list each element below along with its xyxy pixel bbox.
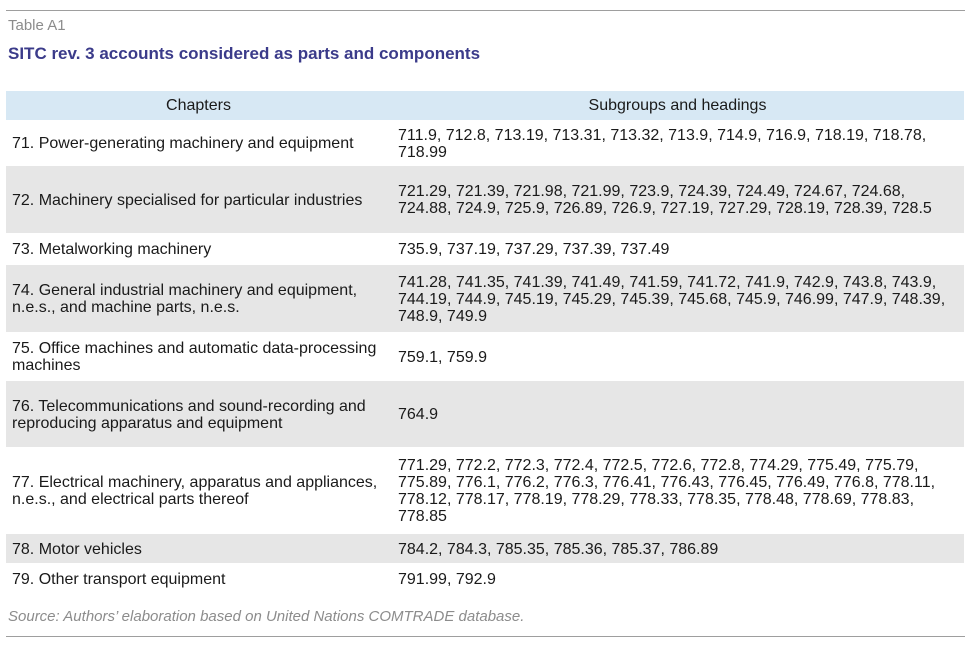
table-row — [6, 121, 964, 166]
codes-cell: 764.9 — [391, 381, 964, 448]
sitc-table — [6, 91, 964, 594]
table-row — [6, 166, 964, 234]
table-row — [6, 448, 964, 534]
chapter-cell: 74. General industrial machinery and equipment, n.e.s., and machine parts, n.e.s. — [6, 265, 391, 333]
chapter-cell: 73. Metalworking machinery — [12, 241, 212, 258]
chapter-cell: 76. Telecommunications and sound-recording and reproducing apparatus and equipment — [6, 381, 391, 448]
codes-cell: 771.29, 772.2, 772.3, 772.4, 772.5, 772.6, 772.8, 774.29, 775.49, 775.79, 775.89, 776.1, 776.2, 776.3, 776.41, 776.43, 776.45, 776.49, 776.8, 778.11, 778.12, 778.17, 778.19, 778.29, 778.33, 778.35, 778.48, 778.69, 778.83, 778.85 — [398, 457, 936, 525]
chapter-cell: 75. Office machines and automatic data-processing machines — [12, 340, 377, 374]
table-row — [6, 534, 964, 564]
top-divider — [6, 10, 965, 11]
table-label: Table A1 — [8, 17, 66, 34]
codes-cell: 784.2, 784.3, 785.35, 785.36, 785.37, 786.89 — [391, 534, 964, 564]
codes-cell: 741.28, 741.35, 741.39, 741.49, 741.59, 741.72, 741.9, 742.9, 743.8, 743.9, 744.19, 744.9, 745.19, 745.29, 745.39, 745.68, 745.9, 746.99, 747.9, 748.39, 748.9, 749.9 — [391, 265, 964, 333]
chapter-cell: 71. Power-generating machinery and equipment — [12, 135, 354, 152]
header-chapters: Chapters — [6, 91, 391, 121]
chapter-cell: 78. Motor vehicles — [6, 534, 391, 564]
codes-cell: 759.1, 759.9 — [398, 348, 487, 366]
codes-cell: 735.9, 737.19, 737.29, 737.39, 737.49 — [398, 241, 670, 258]
chapter-cell: 77. Electrical machinery, apparatus and appliances, n.e.s., and electrical parts thereof — [12, 474, 378, 508]
table-row — [6, 333, 964, 381]
table-title: SITC rev. 3 accounts considered as parts and components — [8, 44, 481, 63]
source-note: Source: Authors’ elaboration based on United Nations COMTRADE database. — [8, 608, 525, 625]
table-row — [6, 265, 964, 333]
header-subgroups: Subgroups and headings — [391, 91, 964, 121]
table-row — [6, 234, 964, 265]
bottom-divider — [6, 636, 965, 637]
codes-cell: 791.99, 792.9 — [398, 570, 496, 588]
table-row — [6, 564, 964, 594]
table-header-row — [6, 91, 964, 121]
codes-cell: 721.29, 721.39, 721.98, 721.99, 723.9, 724.39, 724.49, 724.67, 724.68, 724.88, 724.9, 725.9, 726.89, 726.9, 727.19, 727.29, 728.19, 728.39, 728.5 — [391, 166, 964, 234]
table-row — [6, 381, 964, 448]
codes-cell: 711.9, 712.8, 713.19, 713.31, 713.32, 713.9, 714.9, 716.9, 718.19, 718.78, 718.99 — [398, 126, 927, 161]
chapter-cell: 79. Other transport equipment — [12, 570, 226, 588]
chapter-cell: 72. Machinery specialised for particular industries — [6, 166, 391, 234]
